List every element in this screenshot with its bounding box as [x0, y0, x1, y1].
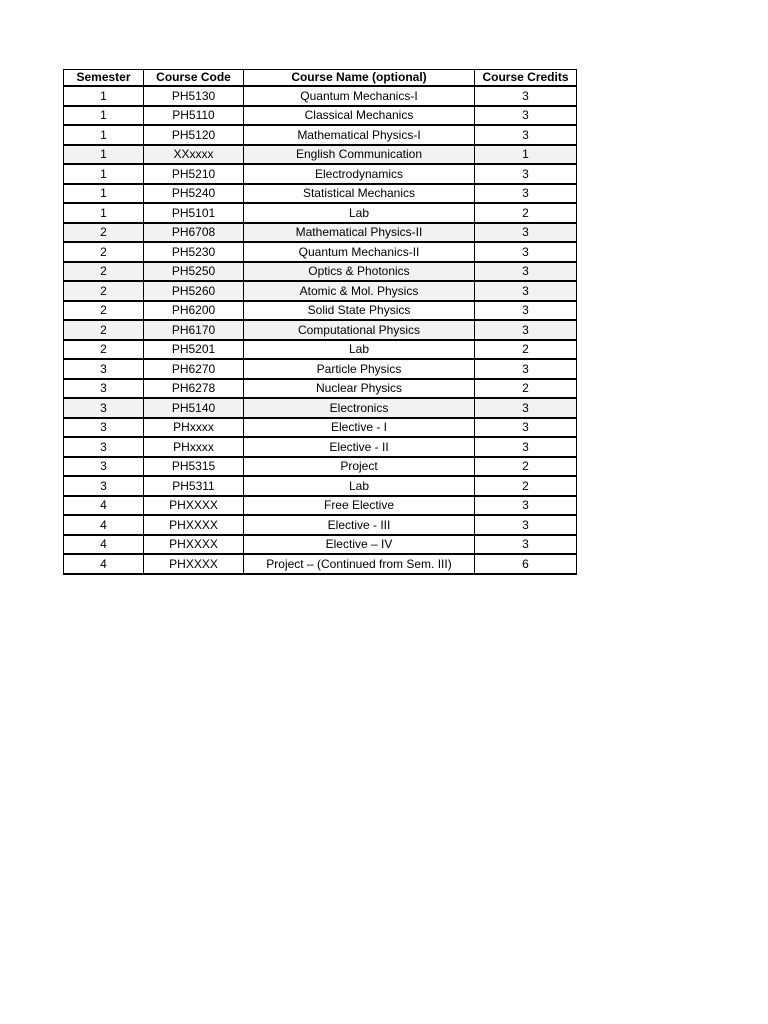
table-row	[64, 125, 577, 145]
cell-course-credits: 3	[475, 262, 577, 282]
cell-course-code: PHXXXX	[144, 535, 244, 555]
table-row	[64, 242, 577, 262]
cell-course-credits: 2	[475, 379, 577, 399]
cell-course-name: Atomic & Mol. Physics	[244, 281, 475, 301]
table-row	[64, 340, 577, 360]
cell-course-code: XXxxxx	[144, 145, 244, 165]
cell-semester: 1	[64, 86, 144, 106]
table-row	[64, 281, 577, 301]
table-row	[64, 476, 577, 496]
cell-course-code: PH5311	[144, 476, 244, 496]
cell-course-code: PH5315	[144, 457, 244, 477]
cell-course-credits: 2	[475, 457, 577, 477]
cell-semester: 4	[64, 554, 144, 574]
cell-course-code: PH5240	[144, 184, 244, 204]
cell-semester: 3	[64, 398, 144, 418]
table-row	[64, 379, 577, 399]
cell-course-credits: 3	[475, 418, 577, 438]
cell-course-code: PHxxxx	[144, 418, 244, 438]
cell-course-name: Project	[244, 457, 475, 477]
cell-course-name: Elective - II	[244, 437, 475, 457]
cell-course-name: Elective - I	[244, 418, 475, 438]
header-row	[64, 70, 577, 87]
cell-course-code: PHxxxx	[144, 437, 244, 457]
header-course-code: Course Code	[144, 70, 244, 87]
cell-course-code: PH6170	[144, 320, 244, 340]
table-row	[64, 437, 577, 457]
cell-course-credits: 2	[475, 340, 577, 360]
table-row	[64, 106, 577, 126]
cell-course-credits: 3	[475, 515, 577, 535]
cell-semester: 2	[64, 281, 144, 301]
table-row	[64, 145, 577, 165]
table-row	[64, 457, 577, 477]
cell-course-name: Lab	[244, 340, 475, 360]
cell-semester: 1	[64, 106, 144, 126]
cell-semester: 1	[64, 184, 144, 204]
cell-course-code: PH5260	[144, 281, 244, 301]
cell-course-name: Free Elective	[244, 496, 475, 516]
cell-course-name: English Communication	[244, 145, 475, 165]
header-course-name: Course Name (optional)	[244, 70, 475, 87]
cell-semester: 3	[64, 359, 144, 379]
table-row	[64, 223, 577, 243]
table-row	[64, 184, 577, 204]
table-row	[64, 86, 577, 106]
cell-course-credits: 3	[475, 496, 577, 516]
cell-course-code: PH5101	[144, 203, 244, 223]
cell-semester: 2	[64, 301, 144, 321]
table-body	[64, 86, 577, 574]
cell-semester: 2	[64, 340, 144, 360]
cell-course-name: Solid State Physics	[244, 301, 475, 321]
table-row	[64, 535, 577, 555]
cell-semester: 3	[64, 379, 144, 399]
cell-course-name: Elective - III	[244, 515, 475, 535]
cell-course-code: PHXXXX	[144, 515, 244, 535]
cell-semester: 2	[64, 262, 144, 282]
course-table	[63, 69, 577, 575]
cell-course-code: PH5230	[144, 242, 244, 262]
cell-course-name: Mathematical Physics-I	[244, 125, 475, 145]
cell-course-code: PH5110	[144, 106, 244, 126]
cell-course-credits: 2	[475, 203, 577, 223]
cell-semester: 2	[64, 242, 144, 262]
cell-course-code: PH5130	[144, 86, 244, 106]
header-course-credits: Course Credits	[475, 70, 577, 87]
table-row	[64, 164, 577, 184]
cell-semester: 1	[64, 164, 144, 184]
header-semester: Semester	[64, 70, 144, 87]
table-row	[64, 203, 577, 223]
cell-course-name: Mathematical Physics-II	[244, 223, 475, 243]
cell-course-code: PH6270	[144, 359, 244, 379]
cell-course-code: PH5250	[144, 262, 244, 282]
cell-course-name: Optics & Photonics	[244, 262, 475, 282]
cell-course-credits: 3	[475, 164, 577, 184]
table-row	[64, 496, 577, 516]
cell-course-credits: 3	[475, 398, 577, 418]
cell-course-credits: 3	[475, 281, 577, 301]
cell-course-credits: 3	[475, 106, 577, 126]
cell-course-credits: 3	[475, 125, 577, 145]
cell-course-credits: 3	[475, 301, 577, 321]
cell-course-name: Electrodynamics	[244, 164, 475, 184]
cell-course-name: Electronics	[244, 398, 475, 418]
cell-course-credits: 3	[475, 320, 577, 340]
cell-course-name: Project – (Continued from Sem. III)	[244, 554, 475, 574]
cell-course-name: Quantum Mechanics-I	[244, 86, 475, 106]
table-row	[64, 359, 577, 379]
cell-course-name: Particle Physics	[244, 359, 475, 379]
cell-course-code: PH5120	[144, 125, 244, 145]
table-row	[64, 418, 577, 438]
table-row	[64, 398, 577, 418]
cell-course-code: PH5210	[144, 164, 244, 184]
cell-semester: 3	[64, 476, 144, 496]
cell-course-name: Classical Mechanics	[244, 106, 475, 126]
cell-course-credits: 2	[475, 476, 577, 496]
cell-semester: 2	[64, 223, 144, 243]
cell-semester: 3	[64, 457, 144, 477]
cell-course-credits: 3	[475, 223, 577, 243]
cell-semester: 3	[64, 418, 144, 438]
cell-semester: 4	[64, 515, 144, 535]
cell-course-code: PH5140	[144, 398, 244, 418]
table-row	[64, 301, 577, 321]
cell-semester: 3	[64, 437, 144, 457]
cell-course-name: Lab	[244, 203, 475, 223]
cell-semester: 1	[64, 125, 144, 145]
table-row	[64, 262, 577, 282]
table-row	[64, 554, 577, 574]
cell-semester: 4	[64, 496, 144, 516]
table-row	[64, 320, 577, 340]
table-header	[64, 70, 577, 87]
cell-course-credits: 6	[475, 554, 577, 574]
cell-course-credits: 3	[475, 242, 577, 262]
cell-course-name: Statistical Mechanics	[244, 184, 475, 204]
cell-course-credits: 3	[475, 437, 577, 457]
cell-course-name: Nuclear Physics	[244, 379, 475, 399]
cell-course-credits: 3	[475, 184, 577, 204]
cell-course-name: Quantum Mechanics-II	[244, 242, 475, 262]
cell-semester: 1	[64, 145, 144, 165]
cell-course-code: PHXXXX	[144, 496, 244, 516]
cell-course-code: PH5201	[144, 340, 244, 360]
cell-course-code: PH6200	[144, 301, 244, 321]
cell-course-name: Computational Physics	[244, 320, 475, 340]
cell-course-credits: 1	[475, 145, 577, 165]
cell-course-credits: 3	[475, 86, 577, 106]
cell-semester: 1	[64, 203, 144, 223]
cell-semester: 4	[64, 535, 144, 555]
cell-course-credits: 3	[475, 359, 577, 379]
cell-course-code: PH6278	[144, 379, 244, 399]
cell-course-code: PHXXXX	[144, 554, 244, 574]
cell-course-credits: 3	[475, 535, 577, 555]
cell-course-code: PH6708	[144, 223, 244, 243]
table-row	[64, 515, 577, 535]
cell-course-name: Lab	[244, 476, 475, 496]
cell-semester: 2	[64, 320, 144, 340]
cell-course-name: Elective – IV	[244, 535, 475, 555]
